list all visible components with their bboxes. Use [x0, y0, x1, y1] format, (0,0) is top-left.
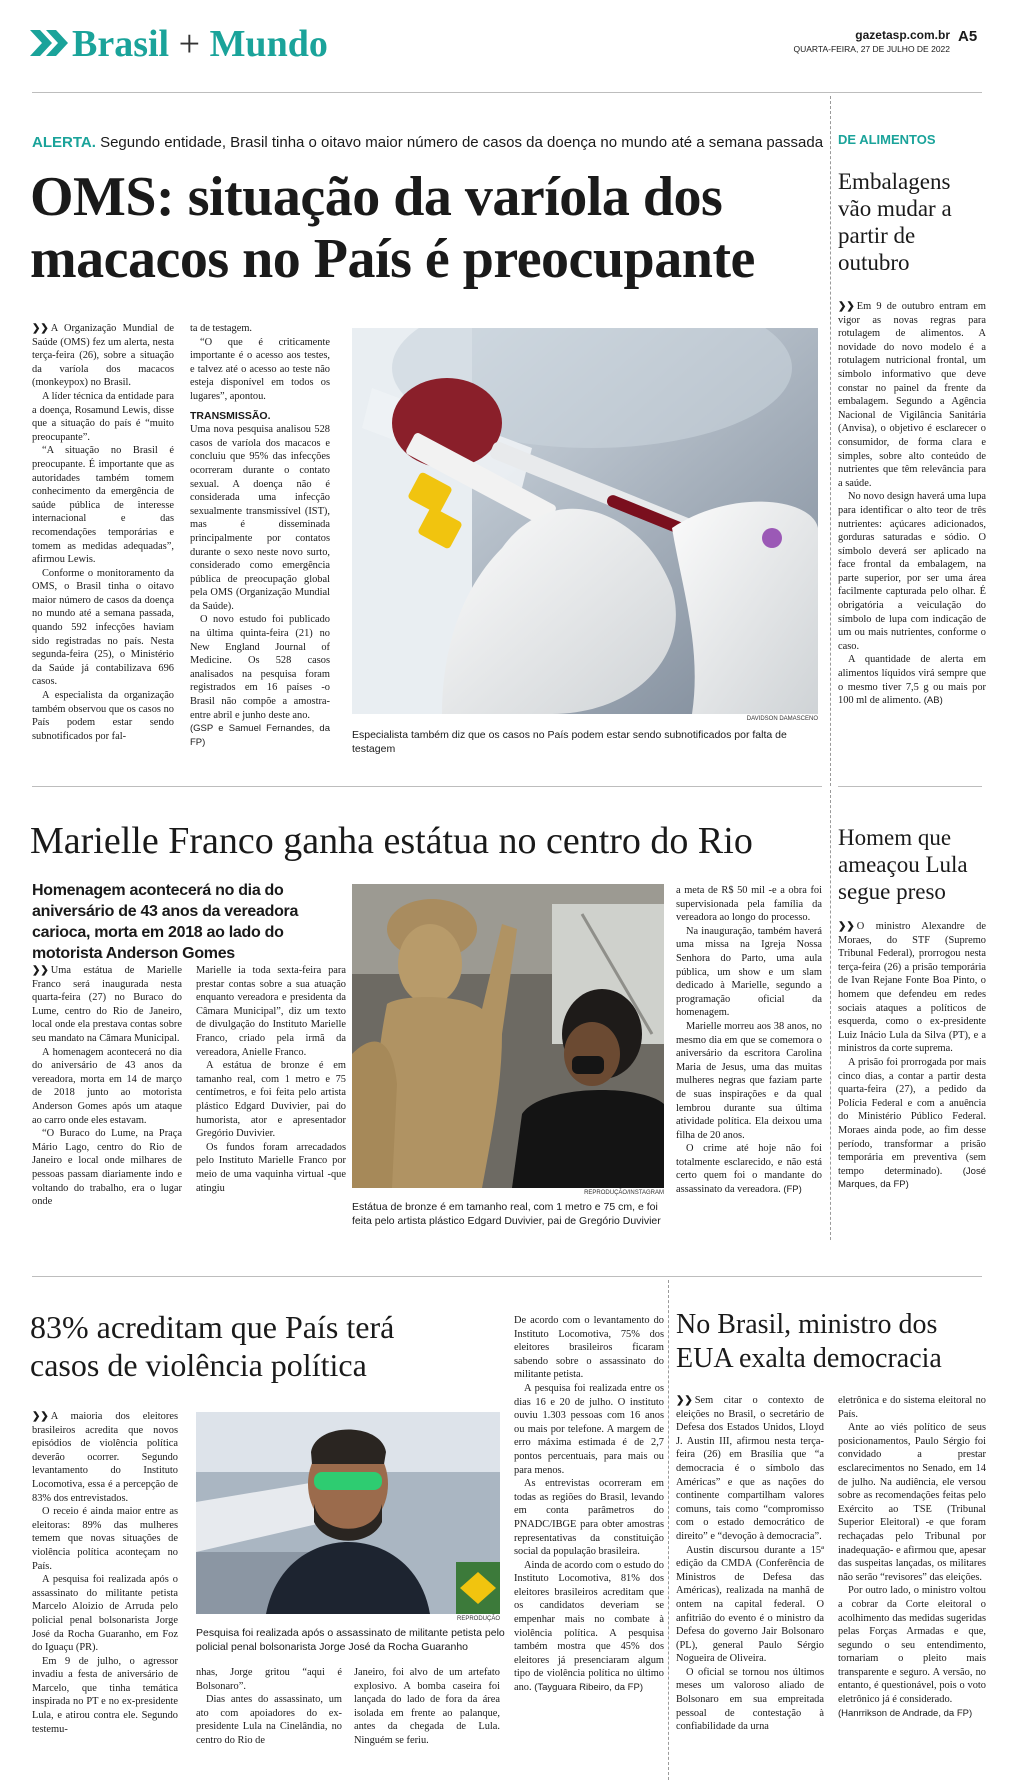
sidebar1-signature: (AB): [923, 695, 943, 707]
masthead-rule: [32, 92, 982, 93]
rule-2b: [838, 786, 982, 787]
eua-signature: (Hanrrikson de Andrade, da FP): [838, 1707, 973, 1719]
violence-col4: De acordo com o levantamento do Instituto Locomotiva, 75% dos eleitores brasileiros ficaram sabendo sobre o assassinato do militante petista. A pesquisa foi realizada entre os dias 16 e 20 de julho. O instituto ouviu 1.303 pessoas com 16 anos ou mais por telefone. A margem de erro máxima estimada é de 2,7 pontos percentuais, para mais ou para menos. As entrevistas ocorreram em todas as regiões do Brasil, levando em conta parâmetros do PNADC/IBGE para obter amostras representativas da constituição social da população brasileira. Ainda de acordo com o estudo do Instituto Locomotiva, 81% dos eleitores brasileiros acreditam que os candidatos deveriam se empenhar mais no combate à violência política. A pesquisa também mostra que 45% dos eleitores já presenciaram algum tipo de violência política no último ano. (Tayguara Ribeiro, da FP): [514, 1315, 664, 1694]
kicker-label: ALERTA.: [32, 134, 96, 151]
violence-signature: (Tayguara Ribeiro, da FP): [534, 1682, 643, 1694]
suspect-photo-credit: REPRODUÇÃO: [456, 1616, 500, 1622]
violence-headline: 83% acreditam que País terá casos de violência política: [30, 1309, 395, 1383]
sidebar2-signature: (José Marques, da FP): [838, 1165, 986, 1191]
violence-col2: nhas, Jorge gritou “aqui é Bolsonaro”. Dias antes do assassinato, um ato com apoiadores do ex-presidente Lula na Cinelândia, no centro do Rio de: [196, 1667, 342, 1746]
marielle-col1: ❯❯ Uma estátua de Marielle Franco será inaugurada nesta quarta-feira (27) no Buraco do Lume, centro do Rio de Janeiro, local onde ela prestava contas sobre seu mandato na Câmara Municipal. A homenagem acontecerá no dia do aniversário de 43 anos da vereadora, morta em 14 de março de 2018 junto ao motorista Anderson Gomes após um ataque ao carro onde eles estavam. “O Buraco do Lume, na Praça Mário Lago, centro do Rio de Janeiro e local onde milhares de pessoas passam diariamente indo e voltando do trabalho, era o lugar onde: [32, 965, 182, 1208]
marielle-col2: Marielle ia toda sexta-feira para prestar contas sobre a sua atuação enquanto vereadora e presidenta da Câmara Municipal”, diz um texto de divulgação do Instituto Marielle Franco, criado pela irmã da vereadora, Anielle Franco. A estátua de bronze é em tamanho real, com 1 metro e 75 centímetros, e foi feita pelo artista plástico Edgard Duvivier, pai do humorista, ator e apresentador Gregório Duvivier. Os fundos foram arrecadados pelo Instituto Marielle Franco por meio de uma vaquinha virtual -que atingiu: [196, 965, 346, 1194]
lead-photo-credit: DAVIDSON DAMASCENO: [746, 716, 818, 722]
lead-headline: OMS: situação da varíola dos macacos no País é preocupante: [30, 166, 755, 290]
marielle-photo-credit: REPRODUÇÃO/INSTAGRAM: [584, 1190, 664, 1196]
eua-divider: [668, 1280, 669, 1780]
lead-col1: ❯❯ A Organização Mundial de Saúde (OMS) fez um alerta, nesta terça-feira (26), sobre a situação da varíola dos macacos (monkeypox) no Brasil. A líder técnica da entidade para a doença, Rosamund Lewis, disse que a situação do país é “muito preocupante”. “A situação no Brasil é preocupante. É importante que as autoridades também tomem conhecimento da emergência de saúde pública de interesse internacional e das recomendações temporárias e tomem as medidas adequadas”, afirmou Lewis. Conforme o monitoramento da OMS, o Brasil tinha o oitavo maior número de casos da doença no mundo até a semana passada, quando 592 infecções haviam sido registradas no país. Nesta segunda-feira (25), o Ministério da Saúde já contabilizava 696 casos. A especialista da organização também observou que os casos no País podem estar sendo subnotificados por fal-: [32, 323, 174, 742]
eua-col2: eletrônica e do sistema eleitoral no País. Ante ao viés político de seus posicionamentos, Paulo Sérgio foi convidado a prestar esclarecimentos no Senado, em 14 de julho. Na audiência, ele versou sobre as recomendações feitas pelo Exército ao TSE (Tribunal Superior Eleitoral) -e que foram rechaçadas pelo Tribunal por inadequação- e afirmou que, apesar das suspeitas lançadas, os militares não serão “revisores” das eleições. Por outro lado, o ministro voltou a cobrar da Corte eleitoral o acolhimento das medidas sugeridas pelas Forças Armadas e que, segundo o seu entendimento, tornariam o pleito mais transparente e seguro. A versão, no entanto, é questionável, pois o voto eletrônico já é considerado. (Hanrrikson de Andrade, da FP): [838, 1395, 986, 1719]
lead-signature: (GSP e Samuel Fernandes, da FP): [190, 723, 330, 748]
sidebar2-headline: Homem que ameaçou Lula segue preso: [838, 825, 968, 904]
page-number: A5: [958, 28, 978, 45]
marielle-signature: (FP): [783, 1184, 802, 1196]
arrow-icon: ❯❯: [32, 323, 49, 334]
arrow-icon: ❯❯: [838, 301, 855, 312]
rule-3: [32, 1276, 982, 1277]
subhead-transmissao: TRANSMISSÃO.: [190, 409, 271, 422]
section-title: [72, 22, 328, 66]
issue-date: QUARTA-FEIRA, 27 DE JULHO DE 2022: [793, 44, 950, 54]
site-url[interactable]: gazetasp.com.br: [855, 28, 950, 42]
sidebar1-body: ❯❯ Em 9 de outubro entram em vigor as novas regras para rotulagem de alimentos. A novidade do novo modelo é a rotulagem nutricional frontal, um símbolo informativo que deve constar no painel da frente da embalagem. Segundo a Agência Nacional de Vigilância Sanitária (Anvisa), o objetivo é esclarecer o consumidor, de forma clara e simples, sobre alto conteúdo de nutrientes que têm relevância para a saúde. No novo design haverá uma lupa para identificar o alto teor de três nutrientes: açúcares adicionados, gorduras saturadas e sódio. O símbolo deverá ser aplicado na face frontal da embalagem, na parte superior, por ser uma área facilmente capturada pelo olhar. É obrigatória a veiculação do símbolo de lupa com indicação de um ou mais nutrientes, conforme o caso. A quantidade de alerta em alimentos líquidos virá sempre que o mesmo tiver 7,5 g ou mais por 100 ml de alimento. (AB): [838, 301, 986, 707]
kicker-text: Segundo entidade, Brasil tinha o oitavo maior número de casos da doença no mundo até a semana passada: [100, 134, 824, 151]
sidebar-divider-2: [830, 790, 831, 1240]
masthead-logo: [30, 28, 70, 58]
sidebar2-body: ❯❯ O ministro Alexandre de Moraes, do STF (Supremo Tribunal Federal), prorrogou nesta terça-feira (26) a prisão temporária de Ivan Rejane Fonte Boa Pinto, o homem que defendeu em redes sociais ataques a políticos de esquerda, como o ex-presidente Luiz Inácio Lula da Silva (PT), e a ministros da corte suprema. A prisão foi prorrogada por mais cinco dias, a contar a partir desta quarta-feira (27), a pedido da Polícia Federal e com a anuência do Ministério Público Federal. Moraes ainda pode, ao fim desse período, transformar a prisão temporária em preventiva (sem tempo determinado). (José Marques, da FP): [838, 921, 986, 1191]
marielle-col3: a meta de R$ 50 mil -e a obra foi supervisionada pela família da vereadora ao longo do processo. Na inauguração, também haverá uma missa na Igreja Nossa Senhora do Parto, uma aula pública, um show e um slam dedicado à Marielle, segundo a programação oficial da homenagem. Marielle morreu aos 38 anos, no mesmo dia em que se comemora o aniversário da escritora Carolina Maria de Jesus, uma das muitas mulheres negras que faziam parte de suas inspirações e da qual lembrou durante sua última atividade política. Ela deixou uma filha de 20 anos. O crime até hoje não foi totalmente esclarecido, e não está certo quem foi o mandante do assassinato da vereadora. (FP): [676, 885, 822, 1196]
rule-2: [32, 786, 822, 787]
violence-col1: ❯❯ A maioria dos eleitores brasileiros acredita que novos episódios de violência política deverão ocorrer. Segundo levantamento do Instituto Locomotiva, essa é a percepção de 83% dos entrevistados. O receio é ainda maior entre as eleitoras: 89% das mulheres temem que novas situações de violência política aconteçam no País. A pesquisa foi realizada após o assassinato do militante petista Marcelo Aloizio de Arruda pelo policial penal bolsonarista Jorge José da Rocha Guaranho, em Foz do Iguaçu (PR). Em 9 de julho, o agressor invadiu a festa de aniversário de Marcelo, que tinha temática inspirada no PT e no ex-presidente Lula, e atirou contra ele. Segundo testemu-: [32, 1411, 178, 1735]
arrow-icon: ❯❯: [32, 1411, 49, 1422]
sidebar1-headline: Embalagens vão mudar a partir de outubro: [838, 169, 952, 275]
section-title-plus: +: [178, 23, 201, 65]
arrow-icon: ❯❯: [32, 965, 49, 976]
marielle-photo-caption: Estátua de bronze é em tamanho real, com 1 metro e 75 cm, e foi feita pelo artista plástico Edgard Duvivier, pai de Gregório Duvivier: [352, 1201, 661, 1227]
lead-photo-caption: Especialista também diz que os casos no País podem estar sendo subnotificados por falta de testagem: [352, 729, 787, 755]
sidebar1-section: DE ALIMENTOS: [838, 132, 936, 147]
section-title-mundo: Mundo: [209, 23, 328, 65]
lead-kicker: [32, 134, 832, 152]
marielle-deck: Homenagem acontecerá no dia do aniversário de 43 anos da vereadora carioca, morta em 2018 ao lado do motorista Anderson Gomes: [32, 882, 299, 962]
lead-col2: ta de testagem. “O que é criticamente importante é o acesso aos testes, e talvez até o acesso ao teste não esteja disponível em todos os lugares”, apontou. TRANSMISSÃO. Uma nova pesquisa analisou 528 casos de varíola dos macacos e concluiu que 95% das infecções ocorreram durante o contato sexual. A doença não é considerada uma infecção sexualmente transmissível (IST), mas é disseminada principalmente por contatos durante o sexo neste novo surto, considerado como emergência pública de preocupação global pela OMS (Organização Mundial da Saúde). O novo estudo foi publicado na última quinta-feira (21) no New England Journal of Medicine. Os 528 casos analisados na pesquisa foram registrados em 16 países -o Brasil não compõe a amostra- entre abril e junho deste ano. (GSP e Samuel Fernandes, da FP): [190, 323, 330, 748]
suspect-photo-caption: Pesquisa foi realizada após o assassinato de militante petista pelo policial penal bolsonarista Jorge José da Rocha Guaranho: [196, 1627, 505, 1653]
suspect-photo: [196, 1412, 500, 1614]
marielle-headline: Marielle Franco ganha estátua no centro do Rio: [30, 820, 753, 862]
lead-photo-blood-sample: [352, 328, 818, 714]
arrow-icon: ❯❯: [838, 921, 855, 932]
arrow-icon: ❯❯: [676, 1395, 693, 1406]
violence-col3: Janeiro, foi alvo de um artefato explosivo. A bomba caseira foi lançada do lado de fora da área isolada em frente ao palanque, antes da chegada de Lula. Ninguém se feriu.: [354, 1667, 500, 1746]
eua-col1: ❯❯ Sem citar o contexto de eleições no Brasil, o secretário de Defesa dos Estados Unidos, Lloyd J. Austin III, afirmou nesta terça-feira (26) em Brasília que “a democracia é o símbolo das Américas” e que as nações do continente compartilham valores comuns, tais como “compromisso com o estado democrático de direito” e “devoção à democracia”. Austin discursou durante a 15ª edição da CMDA (Conferência de Ministros de Defesa das Américas), realizada na manhã de ontem na capital federal. O anfitrião do evento é o ministro da Defesa do governo Jair Bolsonaro (PL), general Paulo Sérgio Nogueira de Oliveira. O oficial se tornou nos últimos meses um valoroso aliado de Bolsonaro em sua empreitada pessoal de contestação à confiabilidade da urna: [676, 1395, 824, 1733]
section-title-brasil: Brasil: [72, 23, 170, 65]
sidebar-divider-1: [830, 96, 831, 786]
double-chevron-icon: [30, 28, 70, 58]
marielle-statue-photo: [352, 884, 664, 1188]
eua-headline: No Brasil, ministro dos EUA exalta democracia: [676, 1309, 942, 1374]
